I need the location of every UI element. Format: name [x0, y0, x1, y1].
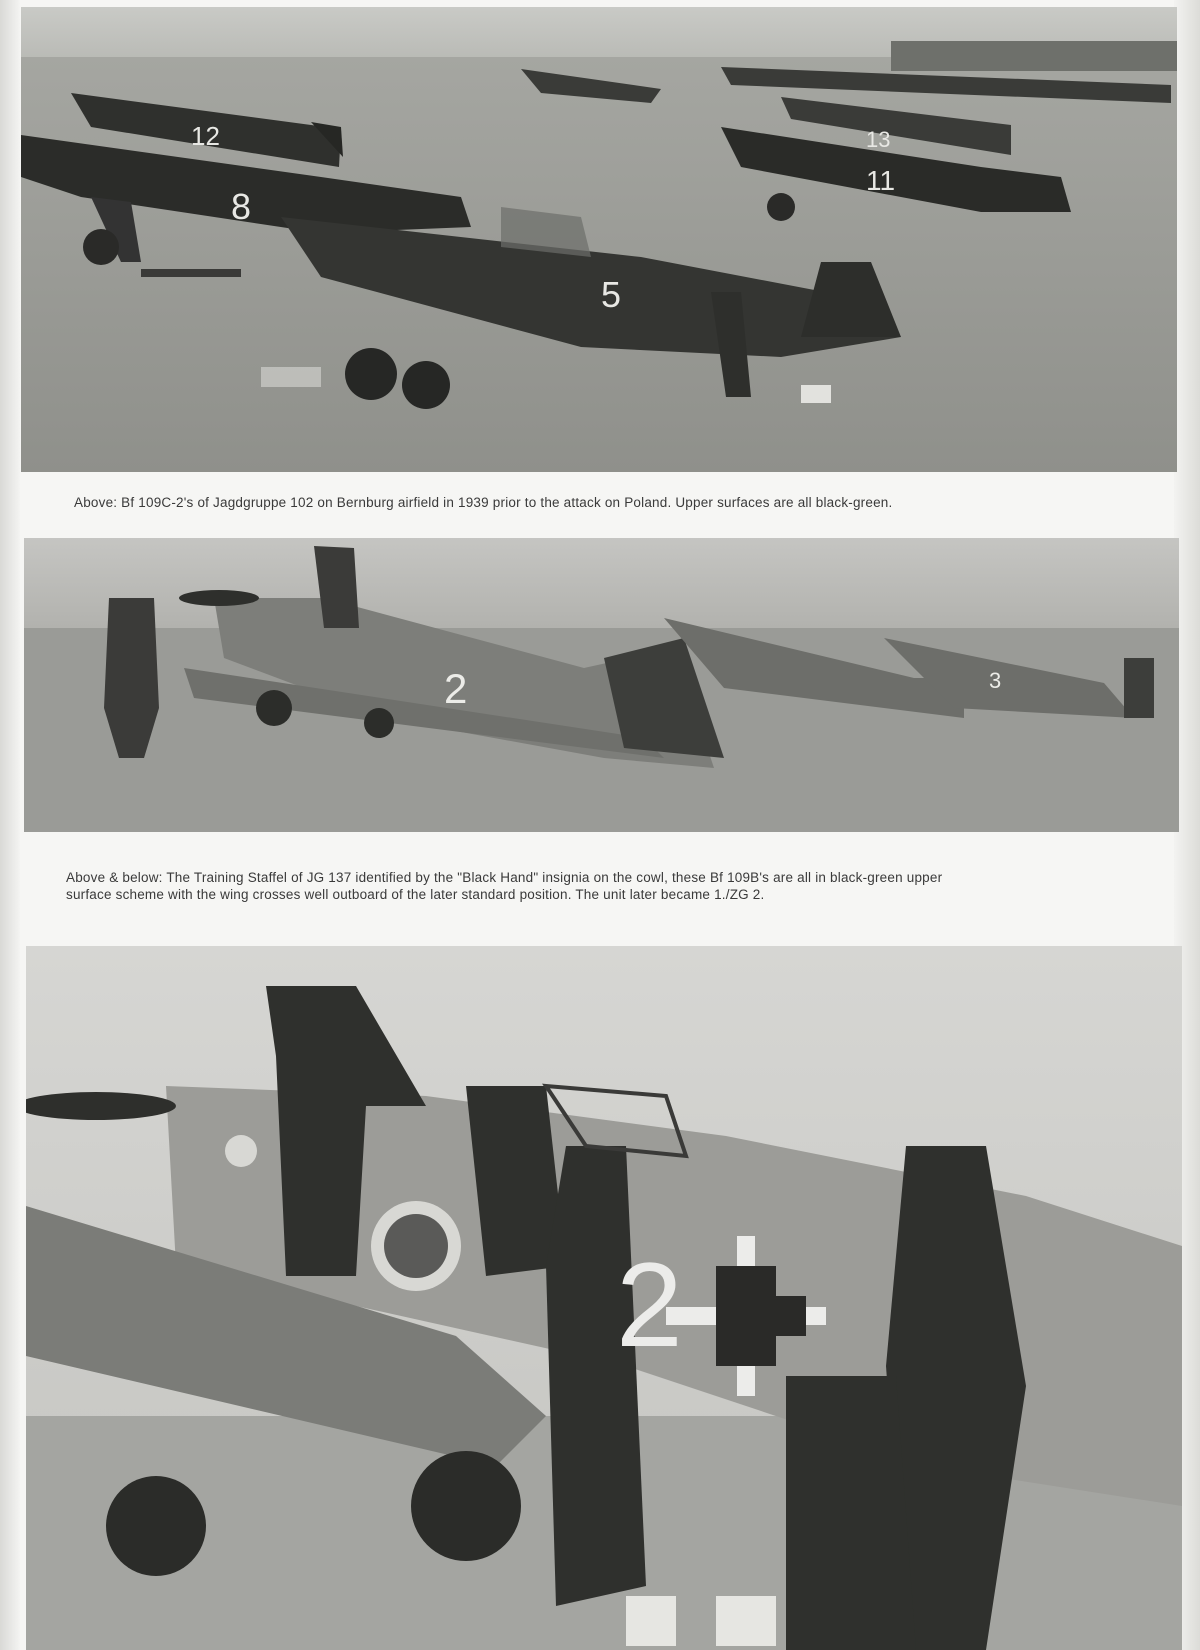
- marking-12: 12: [191, 121, 220, 151]
- caption-middle-line-1: Above & below: The Training Staffel of JG 137 identified by the "Black Hand" insignia on the cowl, these Bf 109B's are all in black-green upper: [66, 870, 943, 885]
- caption-middle: [66, 869, 1134, 903]
- page-left-shadow: [0, 0, 20, 1650]
- marking-8: 8: [231, 186, 252, 227]
- marking-5: 5: [601, 274, 622, 315]
- marking-2-middle: 2: [444, 665, 468, 712]
- marking-3-middle: 3: [989, 668, 1002, 693]
- caption-top: Above: Bf 109C-2's of Jagdgruppe 102 on Bernburg airfield in 1939 prior to the attack on Poland. Upper surfaces are all black-green.: [74, 495, 893, 510]
- photo-middle-training-staffel: [24, 538, 1179, 832]
- photo-top-bernburg-airfield: [21, 7, 1177, 472]
- caption-middle-line-2: surface scheme with the wing crosses well outboard of the later standard position. The unit later became 1./ZG 2.: [66, 887, 765, 902]
- photo-bottom-ground-crew: [26, 946, 1182, 1650]
- marking-11: 11: [866, 165, 896, 196]
- marking-13: 13: [866, 127, 891, 152]
- marking-2-bottom: 2: [616, 1238, 683, 1372]
